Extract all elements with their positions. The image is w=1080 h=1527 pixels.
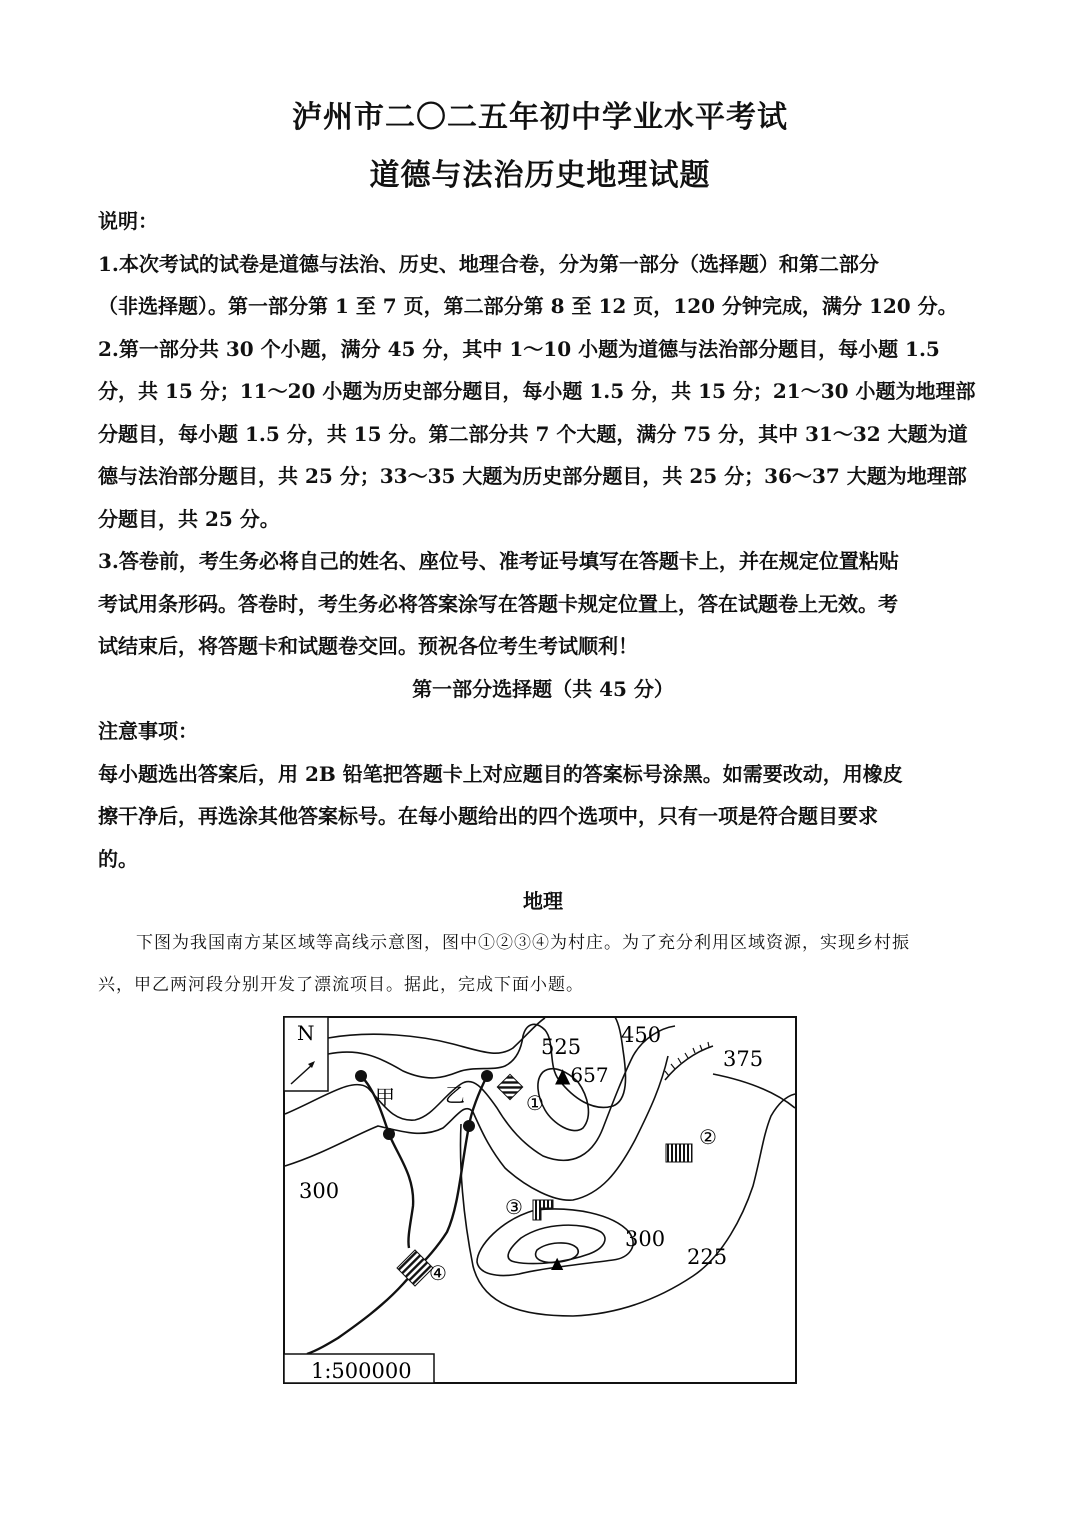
village-1-label: ① <box>526 1091 544 1115</box>
instruction-line: 分题目，每小题 1.5 分，共 15 分。第二部分共 7 个大题，满分 75 分，其中 31～32 大题为道 <box>98 421 968 446</box>
notes-line: 擦干净后，再选涂其他答案标号。在每小题给出的四个选项中，只有一项是符合题目要求 <box>98 804 878 828</box>
contour-label-450: 450 <box>621 1023 662 1047</box>
notes-line: 每小题选出答案后，用 2B 铅笔把答题卡上对应题目的答案标号涂黑。如需要改动，用橡皮 <box>98 761 903 786</box>
contour-label-300-right: 300 <box>625 1227 666 1251</box>
geography-section-title: 地理 <box>523 889 563 913</box>
instruction-line: （非选择题）。第一部分第 1 至 7 页，第二部分第 8 至 12 页，120 分钟完成，满分 120 分。 <box>98 294 958 318</box>
contour-label-375: 375 <box>723 1047 764 1071</box>
north-label: N <box>297 1021 315 1045</box>
contour-label-300-left: 300 <box>299 1179 340 1203</box>
instructions-heading: 说明： <box>98 209 158 233</box>
instruction-line: 分，共 15 分；11～20 小题为历史部分题目，每小题 1.5 分，共 15 分；21～30 小题为地理部 <box>98 379 976 403</box>
instruction-line: 2.第一部分共 30 个小题，满分 45 分，其中 1～10 小题为道德与法治部分题目，每小题 1.5 <box>98 336 940 361</box>
contour-label-525: 525 <box>541 1035 582 1059</box>
exam-subtitle: 道德与法治历史地理试题 <box>369 158 711 193</box>
scale-label: 1:500000 <box>311 1359 412 1383</box>
instruction-line: 考试用条形码。答卷时，考生务必将答案涂写在答题卡规定位置上，答在试题卷上无效。考 <box>98 591 898 616</box>
contour-map <box>283 1016 797 1384</box>
contour-label-225: 225 <box>687 1245 728 1269</box>
part1-heading: 第一部分选择题（共 45 分） <box>412 676 674 701</box>
instruction-line: 分题目，共 25 分。 <box>98 506 280 531</box>
instruction-line: 试结束后，将答题卡和试题卷交回。预祝各位考生考试顺利！ <box>98 634 638 658</box>
village-2-label: ② <box>699 1125 717 1149</box>
instruction-line: 德与法治部分题目，共 25 分；33～35 大题为历史部分题目，共 25 分；36～37 大题为地理部 <box>98 464 967 488</box>
peak-657-label: ▲657 <box>555 1063 609 1087</box>
instruction-line: 3.答卷前，考生务必将自己的姓名、座位号、准考证号填写在答题卡上，并在规定位置粘贴 <box>98 549 899 573</box>
instruction-line: 1.本次考试的试卷是道德与法治、历史、地理合卷，分为第一部分（选择题）和第二部分 <box>98 251 879 276</box>
peak-triangle-icon: ▲ <box>551 1253 564 1272</box>
exam-title: 泸州市二〇二五年初中学业水平考试 <box>292 100 788 135</box>
notes-heading: 注意事项： <box>98 719 198 743</box>
geography-intro <box>98 922 978 1006</box>
notes-line: 的。 <box>98 846 138 871</box>
instructions-block <box>98 200 988 923</box>
river-label-jia: 甲 <box>375 1085 395 1109</box>
river-label-yi: 乙 <box>445 1083 465 1107</box>
village-3-label: ③ <box>505 1195 523 1219</box>
intro-line: 下图为我国南方某区域等高线示意图，图中①②③④为村庄。为了充分利用区域资源，实现乡村振 兴，甲乙两河段分别开发了漂流项目。据此，完成下面小题。 <box>98 933 910 995</box>
village-4-label: ④ <box>429 1261 447 1285</box>
village-2-icon <box>666 1144 692 1162</box>
